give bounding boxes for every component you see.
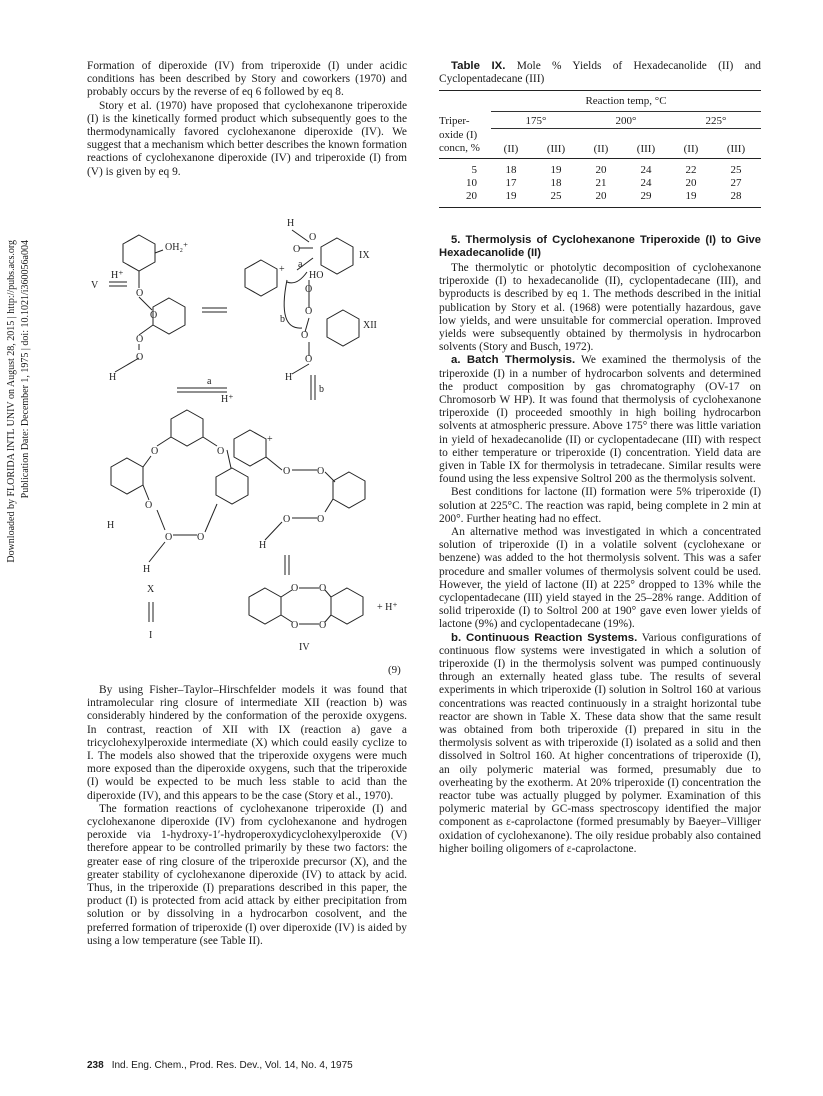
cyclohexane-ring	[333, 472, 365, 508]
table-title: Mole % Yields of Hexadecanolide (II) and Cyclopentadecane (III)	[439, 60, 762, 86]
cyclohexane-ring	[249, 588, 281, 624]
section-heading: 5. Thermolysis of Cyclohexanone Triperoxide (I) to Give Hexadecanolide (II)	[439, 233, 761, 259]
proton-label: H⁺	[221, 394, 234, 405]
value-cell: 25	[550, 189, 562, 202]
arrow-b-label: b	[280, 314, 285, 325]
table-row	[439, 190, 761, 208]
paragraph: An alternative method was investigated in which a concentrated solution of triperoxide (I) in a volatile solvent (cyclohexane or benzene) was added to the hot thermolysis solvent. This was a safer procedure and smaller volumes of thermolysis solvent could be used. However, the yield of lactone (II) at 225° dropped to 13% while the cyclopentadecane (III) yield stayed in the 25–28% range. Addition of solid triperoxide (I) to Soltrol 200 at 190° gave even lower yields of lactone (9%) and cyclopentadecane (19%).	[439, 525, 761, 631]
oxygen-label: O	[136, 288, 144, 299]
oxygen-label: O	[301, 330, 309, 341]
value-cell: 24	[640, 176, 652, 189]
paragraph: The thermolytic or photolytic decomposition of cyclohexanone triperoxide (I) to hexadecanolide (II), cyclopentadecane (III), and byproducts is described by eq 1. The methods described in the initial publication by Story et al. (1968) were potentially hazardous, gave low yields, and were unsuitable for commercial operation. Improved yields were subsequently obtained by thermolysis in hydrocarbon solvents (Story and Busch, 1972).	[439, 261, 761, 354]
cyclohexane-ring	[153, 298, 185, 334]
compound-V-label: V	[91, 280, 99, 291]
temp-225: 225°	[671, 112, 761, 129]
hydrogen-label: H	[287, 218, 295, 229]
value-cell: 17	[505, 176, 517, 189]
cyclohexene-ring	[245, 260, 277, 296]
right-column	[439, 60, 761, 856]
temp-175: 175°	[491, 112, 581, 129]
col-sub: (II)	[683, 143, 699, 156]
left-column-bottom	[87, 684, 407, 948]
oxygen-label: O	[217, 446, 225, 457]
value-cell: 19	[550, 163, 562, 176]
col-sub: (III)	[726, 143, 746, 156]
plus-label: +	[279, 264, 285, 275]
plus-label: +	[267, 434, 273, 445]
yield-table	[439, 90, 761, 208]
left-column-top	[87, 60, 407, 179]
cyclohexane-ring	[321, 238, 353, 274]
cyclohexane-ring	[111, 458, 143, 494]
oxygen-label: O	[317, 466, 325, 477]
reaction-scheme-eq9	[87, 210, 417, 660]
oxygen-label: O	[151, 446, 159, 457]
paragraph	[439, 354, 761, 486]
download-line: Downloaded by FLORIDA INTL UNIV on August 28, 2015 | http://pubs.acs.org	[6, 240, 17, 563]
stub-line: oxide (I)	[439, 128, 478, 141]
table-row	[439, 158, 761, 177]
run-in-heading: a. Batch Thermolysis.	[451, 354, 576, 367]
oxygen-label: O	[305, 306, 313, 317]
oxygen-label: O	[291, 583, 299, 594]
oxygen-label: O	[283, 466, 291, 477]
value-cell: 18	[550, 176, 562, 189]
paragraph: The formation reactions of cyclohexanone triperoxide (I) and cyclohexanone diperoxide (IV) from cyclohexanone and hydrogen peroxide via 1-hydroxy-1′-hydroperoxydicyclohexylperoxide (V) therefore appear to be controlled primarily by these two factors: the greater ease of ring closure of the triperoxide precursor (X), and the greater stability of cyclohexanone diperoxide (IV) to attack by acid. Thus, in the triperoxide (I) preparations described in this paper, the product (I) is protected from acid attack by either precipitation from solution or by dissolving in a hydrocarbon cosolvent, and the preferred formation of triperoxide (I) over diperoxide (IV) is aided by using a low temperature (see Table II).	[87, 802, 407, 947]
oxygen-label: O	[136, 334, 144, 345]
cyclohexane-ring	[327, 310, 359, 346]
value-cell: 29	[640, 189, 652, 202]
hydrogen-label: H	[285, 372, 293, 383]
arrow-a-label: a	[298, 259, 303, 270]
value-cell: 24	[640, 163, 652, 176]
hydrogen-label: H	[143, 564, 151, 575]
oxygen-label: O	[305, 354, 313, 365]
value-cell: 21	[595, 176, 607, 189]
table-caption	[439, 60, 761, 86]
paragraph-text: Various configurations of continuous flow systems were investigated in which a solution of triperoxide (I) in the thermolysis solvent was pumped continuously through an externally heated glass tube. The results of several experiments in which triperoxide (I) solution in Soltrol 160 at various concentrations was reacted continuously in a straight horizontal tube reactor are shown in Table X. These data show that the same result was obtained from both triperoxide (I) prepared in situ in the thermolysis solvent as with triperoxide (I) isolated as a solid and then dissolved in Soltrol 160. At higher concentrations of triperoxide (I), an oily polymeric material was formed, presumably due to overheating by the exotherm. At 20% triperoxide (I) concentration the reactor tube was actually plugged by polymer. Examination of this polymeric material by GC-mass spectroscopy identified the major component as ε-caprolactone (formed presumably by Baeyer–Villiger oxidation of cyclohexanone). The oily residue probably also contained higher boiling oligomers of ε-caprolactone.	[439, 631, 761, 855]
journal-citation: Ind. Eng. Chem., Prod. Res. Dev., Vol. 14, No. 4, 1975	[111, 1060, 353, 1071]
compound-IX-label: IX	[359, 250, 370, 261]
paragraph: Best conditions for lactone (II) formation were 5% triperoxide (I) solution at 225°C. The reaction was rapid, being complete in 2 min at 200°. Further heating had no effect.	[439, 486, 761, 525]
hydrogen-label: H	[259, 540, 267, 551]
oxygen-label: O	[293, 244, 301, 255]
value-cell: 27	[730, 176, 742, 189]
oxygen-label: O	[136, 352, 144, 363]
col-sub: (II)	[593, 143, 609, 156]
table-label: Table IX.	[451, 60, 506, 72]
compound-IV-label: IV	[299, 642, 310, 653]
cyclohexane-ring	[123, 235, 155, 271]
value-cell: 18	[505, 163, 517, 176]
scheme-drawing	[87, 210, 417, 660]
concn-cell: 10	[466, 176, 477, 189]
value-cell: 20	[595, 163, 607, 176]
plus-proton-label: + H⁺	[377, 602, 398, 613]
concn-cell: 20	[466, 189, 477, 202]
proton-label: H⁺	[111, 270, 124, 281]
concn-cell: 5	[471, 163, 477, 176]
oxygen-label: O	[319, 583, 327, 594]
paragraph: By using Fisher–Taylor–Hirschfelder models it was found that intramolecular ring closure of intermediate XII (reaction b) was considerably hindered by the conformation of the peroxide oxygens. In contrast, reaction of XII with IX (reaction a) gave a tricyclohexylperoxide intermediate (X) which could easily cyclize to I. The models also showed that the triperoxide oxygens were much more exposed than the diperoxide oxygens, such that the triperoxide (I) would be expected to be much less stable to acid than the diperoxide (IV), and this appears to be the case (Story et al., 1970).	[87, 684, 407, 802]
temp-200: 200°	[581, 112, 671, 129]
value-cell: 20	[685, 176, 697, 189]
equation-number: (9)	[388, 664, 401, 676]
cyclohexane-ring	[216, 468, 248, 504]
oxygen-label: O	[309, 232, 317, 243]
oxygen-label: O	[319, 620, 327, 631]
col-sub: (II)	[503, 143, 519, 156]
paragraph	[439, 632, 761, 856]
compound-I-label: I	[149, 630, 153, 641]
run-in-heading: b. Continuous Reaction Systems.	[451, 631, 638, 644]
oxygen-label: O	[145, 500, 153, 511]
stub-line: Triper-	[439, 115, 470, 128]
hydrogen-label: H	[107, 520, 115, 531]
arrow-a-label: a	[207, 376, 212, 387]
paragraph-text: We examined the thermolysis of the triperoxide (I) in a number of hydrocarbon solvents and determined the product composition by gas chromatography (OV-17 on Chromosorb W HP). It was found that thermolysis of cyclohexanone triperoxide (I) proceeded smoothly in high boiling hydrocarbon solvents at atmospheric pressure. Above 175° there was little variation in yield of hexadecanolide (II) or cyclopentadecane (III) with respect to either temperature or triperoxide (I) concentration. Yield data are given in Table IX for thermolysis in tetradecane. Similar results were found using the less expensive Soltrol 200 as the thermolysis solvent.	[439, 354, 761, 486]
oxygen-label: O	[283, 514, 291, 525]
col-sub: (III)	[546, 143, 566, 156]
oxygen-label: O	[165, 532, 173, 543]
col-sub: (III)	[636, 143, 656, 156]
cyclohexyl-cation-ring	[234, 430, 266, 466]
reaction-temp-header: Reaction temp, °C	[491, 91, 761, 112]
page-number: 238	[87, 1060, 104, 1071]
paragraph: Formation of diperoxide (IV) from triperoxide (I) under acidic conditions has been described by Story and coworkers (1970) and probably occurs by the reverse of eq 6 followed by eq 8.	[87, 60, 407, 99]
oxygen-label: O	[305, 284, 313, 295]
compound-X-label: X	[147, 584, 155, 595]
publication-line: Publication Date: December 1, 1975 | doi: 10.1021/i360056a004	[20, 240, 31, 499]
value-cell: 25	[730, 163, 742, 176]
compound-XII-label: XII	[363, 320, 377, 331]
ho-label: HO	[309, 270, 324, 281]
oxygen-label: O	[150, 310, 158, 321]
page-footer	[87, 1060, 353, 1072]
oxygen-label: O	[197, 532, 205, 543]
cyclohexane-ring	[171, 410, 203, 446]
oxygen-label: O	[317, 514, 325, 525]
cyclohexane-ring	[331, 588, 363, 624]
stub-line: concn, %	[439, 141, 480, 154]
value-cell: 28	[730, 189, 742, 202]
value-cell: 20	[595, 189, 607, 202]
oxygen-label: O	[291, 620, 299, 631]
arrow-b-label: b	[319, 384, 324, 395]
table-row	[439, 177, 761, 190]
value-cell: 22	[685, 163, 697, 176]
value-cell: 19	[505, 189, 517, 202]
hydrogen-label: H	[109, 372, 117, 383]
value-cell: 19	[685, 189, 697, 202]
download-stamp	[4, 240, 38, 800]
oh2-plus-label: OH₂⁺	[165, 242, 189, 253]
paragraph: Story et al. (1970) have proposed that cyclohexanone triperoxide (I) is the kinetically formed product which subsequently goes to the thermodynamically favored cyclohexanone diperoxide (IV). We suggest that a mechanism which better describes the known formation reactions of cyclohexanone diperoxide (IV) and triperoxide (I) from (V) is given by eq 9.	[87, 99, 407, 178]
